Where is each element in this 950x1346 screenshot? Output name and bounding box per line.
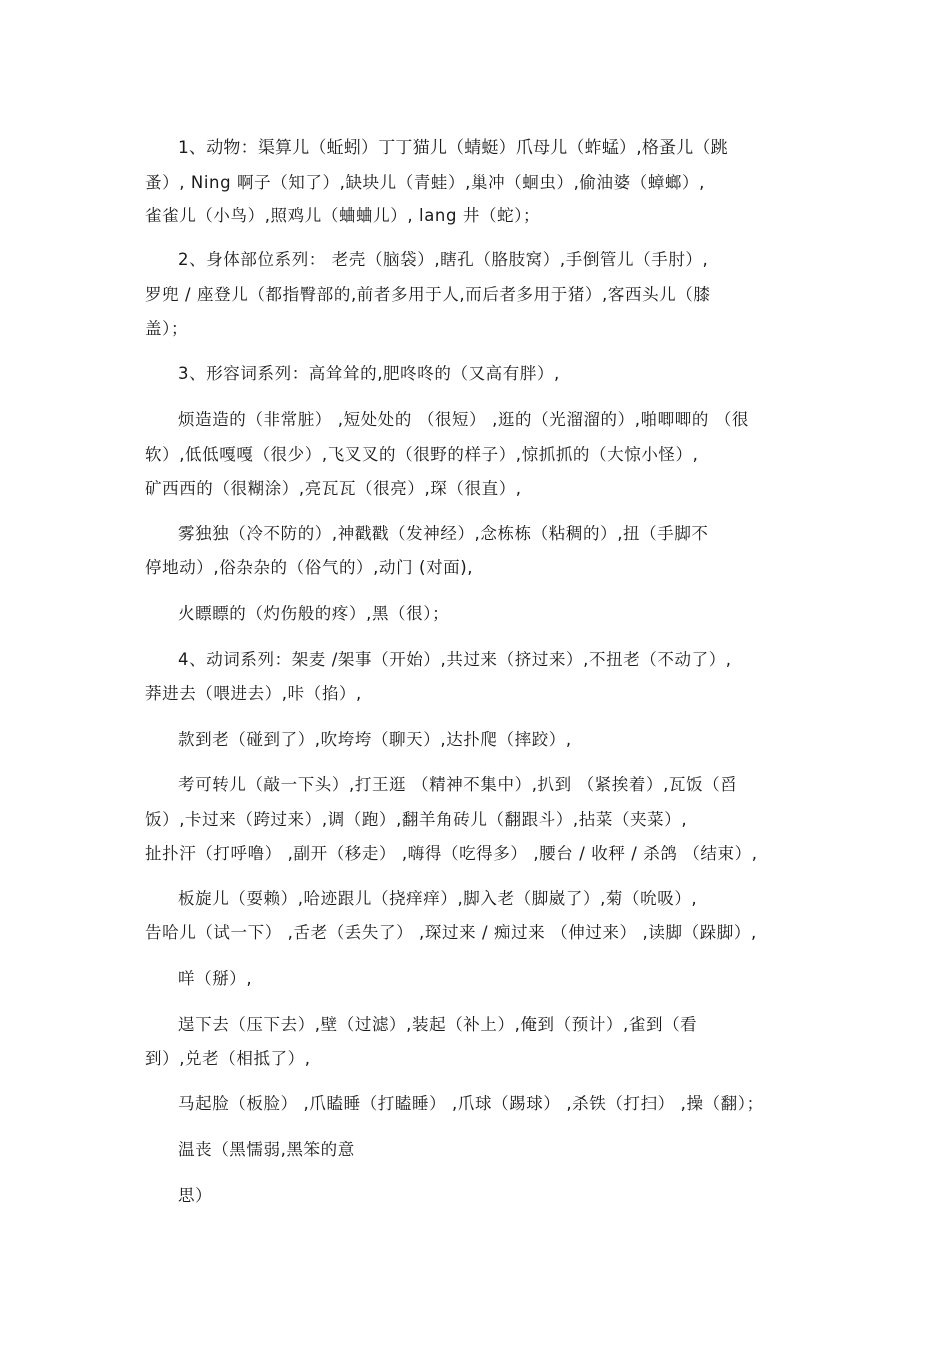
text-line: 到）,兑老（相抵了）, [145,1049,311,1068]
text-line: 雀雀儿（小鸟）,照鸡儿（蛐蛐儿）, lang 井（蛇）； [145,206,541,225]
text-line: 考可转儿（敲一下头）,打王逛 （精神不集中）,扒到 （紧挨着）,瓦饭（舀 [178,775,738,794]
text-line: 莽进去（喂进去）,咔（掐）, [145,684,362,703]
text-line: 烦造造的（非常脏） ,短处处的 （很短） ,逛的（光溜溜的）,啪唧唧的 （很 [178,410,750,429]
text-line: 软）,低低嘎嘎（很少）,飞叉叉的（很野的样子）,惊抓抓的（大惊小怪）, [145,445,699,464]
text-line: 盖）； [145,319,189,338]
text-line: 板旋儿（耍赖）,哈迹跟儿（挠痒痒）,脚入老（脚崴了）,菊（吮吸）, [178,889,698,908]
text-line: 逞下去（压下去）,壁（过滤）,装起（补上）,俺到（预计）,雀到（看 [178,1015,698,1034]
text-line: 罗兜 / 座登儿（都指臀部的,前者多用于人,而后者多用于猪）,客西头儿（膝 [145,285,711,304]
text-line: 矿西西的（很糊涂）,亮瓦瓦（很亮）,琛（很直）, [145,479,522,498]
adjectives-heading-line: 3、形容词系列：高耸耸的,肥咚咚的（又高有胖）, [178,364,560,383]
text-line: 火瞟瞟的（灼伤般的疼）,黑（很）； [178,604,450,623]
body-parts-heading-line: 2、身体部位系列： 老壳（脑袋）,瞎孔（胳肢窝）,手倒管儿（手肘）, [178,250,709,269]
text-line: 思） [178,1186,213,1205]
text-line: 咩（掰）, [178,969,253,988]
verbs-heading-line: 4、动词系列：架麦 /架事（开始）,共过来（挤过来）,不扭老（不动了）, [178,650,732,669]
text-line: 温丧（黑懦弱,黑笨的意 [178,1140,355,1159]
text-line: 雾独独（冷不防的）,神戳戳（发神经）,念栋栋（粘稠的）,扭（手脚不 [178,524,709,543]
text-line: 停地动）,俗杂杂的（俗气的）,动门 (对面), [145,558,474,577]
animals-heading-line: 1、动物：渠算儿（蚯蚓）丁丁猫儿（蜻蜓）爪母儿（蚱蜢）,格蚤儿（跳 [178,138,728,158]
text-line: 马起脸（板脸） ,爪瞌睡（打瞌睡） ,爪球（踢球） ,杀铁（打扫） ,操（翻）； [178,1094,764,1113]
text-line: 款到老（碰到了）,吹垮垮（聊天）,达扑爬（摔跤）, [178,730,572,749]
text-line: 告哈儿（试一下） ,舌老（丢失了） ,琛过来 / 痴过来 （伸过来） ,读脚（跺脚）, [145,923,757,942]
text-line: 饭）,卡过来（跨过来）,调（跑）,翻羊角砖儿（翻跟斗）,拈菜（夹菜）, [145,810,688,829]
text-line: 扯扑汗（打呼噜） ,副开（移走） ,嗨得（吃得多） ,腰台 / 收秤 / 杀鸽 （结束）, [145,844,758,863]
text-line: 蚤）, Ning 啊子（知了）,缺块儿（青蛙）,巢冲（蛔虫）,偷油婆（蟑螂）, [145,173,705,192]
